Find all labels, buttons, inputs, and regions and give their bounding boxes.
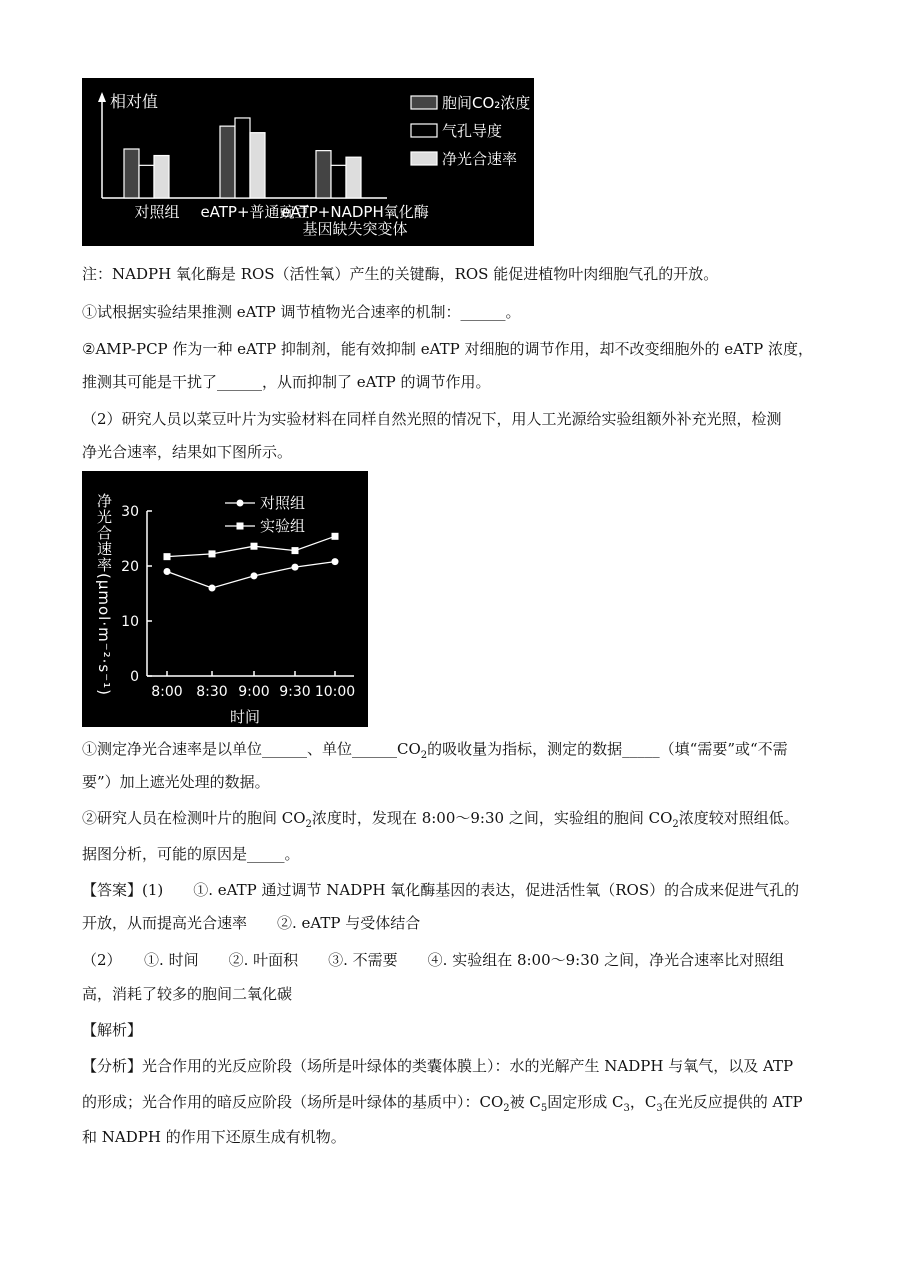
y-axis-arrow bbox=[98, 92, 106, 102]
x-tick-label: eATP+普通豌豆 bbox=[200, 203, 310, 221]
question-2-1-line1: ①测定净光合速率是以单位______、单位$\_\_\_\_\_\_CO_2$的吸收量为指标，测定的数据_____（填“需要”或“不需 bbox=[82, 740, 788, 761]
point-2-4 bbox=[292, 547, 299, 554]
legend-label-1: 对照组 bbox=[260, 494, 306, 512]
analysis-line2: 的形成；光合作用的暗反应阶段（场所是叶绿体的基质中）：$CO_2$被 $C_5$固定形成 $C_3$，$C_3$在光反应提供的 ATP bbox=[82, 1093, 803, 1114]
note-text: 注：NADPH 氧化酶是 ROS（活性氧）产生的关键酶，ROS 能促进植物叶肉细胞气孔的开放。 bbox=[82, 265, 719, 283]
bar-1-3 bbox=[316, 151, 331, 198]
point-1-4 bbox=[292, 564, 299, 571]
legend-label-3: 净光合速率 bbox=[442, 150, 518, 168]
legend-label-2: 气孔导度 bbox=[442, 122, 503, 140]
x-tick-label: eATP+NADPH氧化酶 bbox=[281, 203, 429, 221]
legend-swatch-3 bbox=[411, 152, 437, 165]
legend-label-1: 胞间CO₂浓度 bbox=[442, 94, 531, 112]
bar-chart bbox=[82, 78, 534, 246]
point-1-3 bbox=[251, 572, 258, 579]
y-tick-label: 30 bbox=[121, 504, 139, 520]
answer-2-line2: 高，消耗了较多的胞间二氧化碳 bbox=[82, 985, 293, 1003]
question-2-line2: 净光合速率，结果如下图所示。 bbox=[82, 443, 293, 461]
line-chart-figure bbox=[82, 471, 368, 727]
bar-3-1 bbox=[154, 156, 169, 198]
legend-swatch-2 bbox=[411, 124, 437, 137]
x-tick-label: 9:00 bbox=[238, 684, 270, 700]
bar-3-2 bbox=[250, 133, 265, 198]
point-2-1 bbox=[164, 553, 171, 560]
point-1-1 bbox=[164, 568, 171, 575]
bar-2-3 bbox=[331, 165, 346, 198]
question-1-1: ①试根据实验结果推测 eATP 调节植物光合速率的机制：______。 bbox=[82, 303, 521, 321]
question-1-2-line2: 推测其可能是干扰了______，从而抑制了 eATP 的调节作用。 bbox=[82, 373, 491, 391]
analysis-heading: 【解析】 bbox=[82, 1021, 143, 1039]
y-axis-label: 相对值 bbox=[110, 92, 159, 111]
bar-2-2 bbox=[235, 118, 250, 198]
line-chart bbox=[82, 471, 368, 727]
legend-swatch-1 bbox=[411, 96, 437, 109]
analysis-line1: 【分析】光合作用的光反应阶段（场所是叶绿体的类囊体膜上）：水的光解产生 NADPH 与氧气，以及 ATP bbox=[82, 1057, 794, 1075]
bar-1-1 bbox=[124, 149, 139, 198]
y-tick-label: 0 bbox=[130, 669, 139, 685]
legend-marker-2 bbox=[237, 523, 244, 530]
question-1-2-line1: ②AMP-PCP 作为一种 eATP 抑制剂，能有效抑制 eATP 对细胞的调节作用，却不改变细胞外的 eATP 浓度， bbox=[82, 340, 813, 358]
bar-2-1 bbox=[139, 165, 154, 198]
question-2-2-line1: ②研究人员在检测叶片的胞间 $CO_2$浓度时，发现在 8:00～9:30 之间，实验组的胞间 $CO_2$浓度较对照组低。 bbox=[82, 809, 799, 830]
x-tick-label: 8:30 bbox=[196, 684, 228, 700]
bar-chart-figure bbox=[82, 78, 534, 246]
x-tick-label: 基因缺失突变体 bbox=[302, 220, 408, 238]
point-1-2 bbox=[209, 585, 216, 592]
answer-1-line1: 【答案】(1) ①. eATP 通过调节 NADPH 氧化酶基因的表达，促进活性氧（ROS）的合成来促进气孔的 bbox=[82, 881, 800, 899]
y-tick-label: 20 bbox=[121, 559, 139, 575]
question-2-1-line2: 要”）加上遮光处理的数据。 bbox=[82, 773, 270, 791]
x-tick-label: 10:00 bbox=[314, 684, 356, 700]
bar-3-3 bbox=[346, 157, 361, 198]
x-tick-label: 9:30 bbox=[279, 684, 311, 700]
x-tick-label: 8:00 bbox=[151, 684, 183, 700]
bar-1-2 bbox=[220, 126, 235, 198]
legend-label-2: 实验组 bbox=[260, 517, 306, 535]
answer-2-line1: （2） ①. 时间 ②. 叶面积 ③. 不需要 ④. 实验组在 8:00～9:30 之间，净光合速率比对照组 bbox=[82, 951, 785, 969]
x-tick-label: 对照组 bbox=[134, 203, 180, 221]
question-2-2-line2: 据图分析，可能的原因是_____。 bbox=[82, 845, 300, 863]
point-1-5 bbox=[332, 558, 339, 565]
point-2-5 bbox=[332, 533, 339, 540]
answer-1-line2: 开放，从而提高光合速率 ②. eATP 与受体结合 bbox=[82, 914, 421, 932]
analysis-line3: 和 NADPH 的作用下还原生成有机物。 bbox=[82, 1128, 346, 1146]
legend-marker-1 bbox=[237, 500, 244, 507]
x-axis-label: 时间 bbox=[229, 708, 261, 726]
point-2-3 bbox=[251, 543, 258, 550]
question-2-line1: （2）研究人员以菜豆叶片为实验材料在同样自然光照的情况下，用人工光源给实验组额外补充光照，检测 bbox=[82, 410, 782, 428]
y-axis-label: 净光合速率(μmol·m⁻²·s⁻¹) bbox=[95, 493, 113, 697]
point-2-2 bbox=[209, 550, 216, 557]
y-tick-label: 10 bbox=[121, 614, 139, 630]
